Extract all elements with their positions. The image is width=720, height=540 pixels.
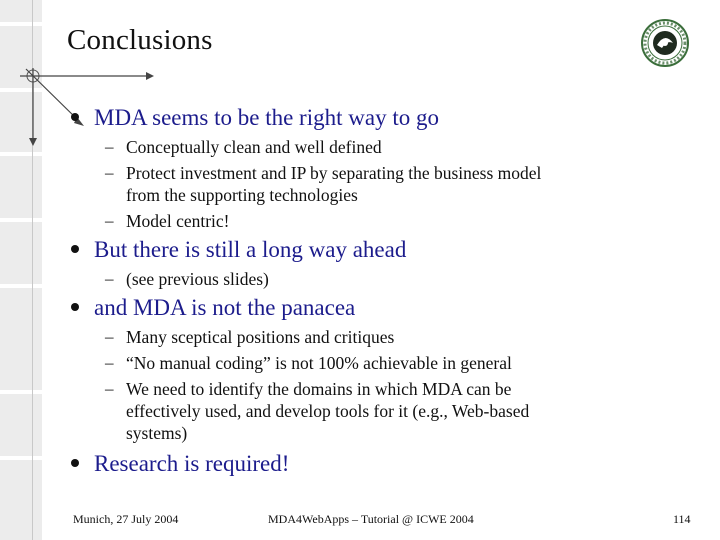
sub-item-continued: effectively used, and develop tools for it (e.g., Web-based bbox=[126, 401, 530, 421]
bullet-item: MDA seems to be the right way to go bbox=[94, 105, 439, 130]
dash-marker: – bbox=[105, 353, 114, 372]
footer-title: MDA4WebApps – Tutorial @ ICWE 2004 bbox=[268, 512, 474, 526]
sub-item-continued: systems) bbox=[126, 423, 188, 443]
footer-date: Munich, 27 July 2004 bbox=[73, 512, 179, 526]
dash-marker: – bbox=[105, 379, 114, 398]
university-seal-logo-icon bbox=[640, 18, 690, 68]
sub-item-continued: from the supporting technologies bbox=[126, 185, 358, 205]
sub-item: Many sceptical positions and critiques bbox=[126, 327, 395, 347]
sub-item: (see previous slides) bbox=[126, 269, 269, 289]
sidebar-stripe bbox=[0, 218, 42, 222]
bullet-item: But there is still a long way ahead bbox=[94, 237, 407, 262]
bullet-dot bbox=[71, 303, 79, 311]
sidebar-stripe bbox=[0, 152, 42, 156]
dash-marker: – bbox=[105, 269, 114, 288]
dash-marker: – bbox=[105, 163, 114, 182]
bullet-dot bbox=[71, 113, 79, 121]
sub-item: Conceptually clean and well defined bbox=[126, 137, 382, 157]
dash-marker: – bbox=[105, 327, 114, 346]
sidebar-stripe bbox=[0, 456, 42, 460]
bullet-item: Research is required! bbox=[94, 451, 290, 476]
page-number: 114 bbox=[673, 512, 691, 526]
sub-item: We need to identify the domains in which MDA can be bbox=[126, 379, 512, 399]
sidebar-stripe bbox=[0, 390, 42, 394]
dash-marker: – bbox=[105, 137, 114, 156]
sub-item: Model centric! bbox=[126, 211, 230, 231]
sub-item: “No manual coding” is not 100% achievable in general bbox=[126, 353, 512, 373]
bullet-item: and MDA is not the panacea bbox=[94, 295, 356, 320]
sub-item: Protect investment and IP by separating the business model bbox=[126, 163, 542, 183]
bullet-dot bbox=[71, 459, 79, 467]
bullet-dot bbox=[71, 245, 79, 253]
dash-marker: – bbox=[105, 211, 114, 230]
slide-title: Conclusions bbox=[67, 24, 213, 56]
sidebar-stripe bbox=[0, 284, 42, 288]
